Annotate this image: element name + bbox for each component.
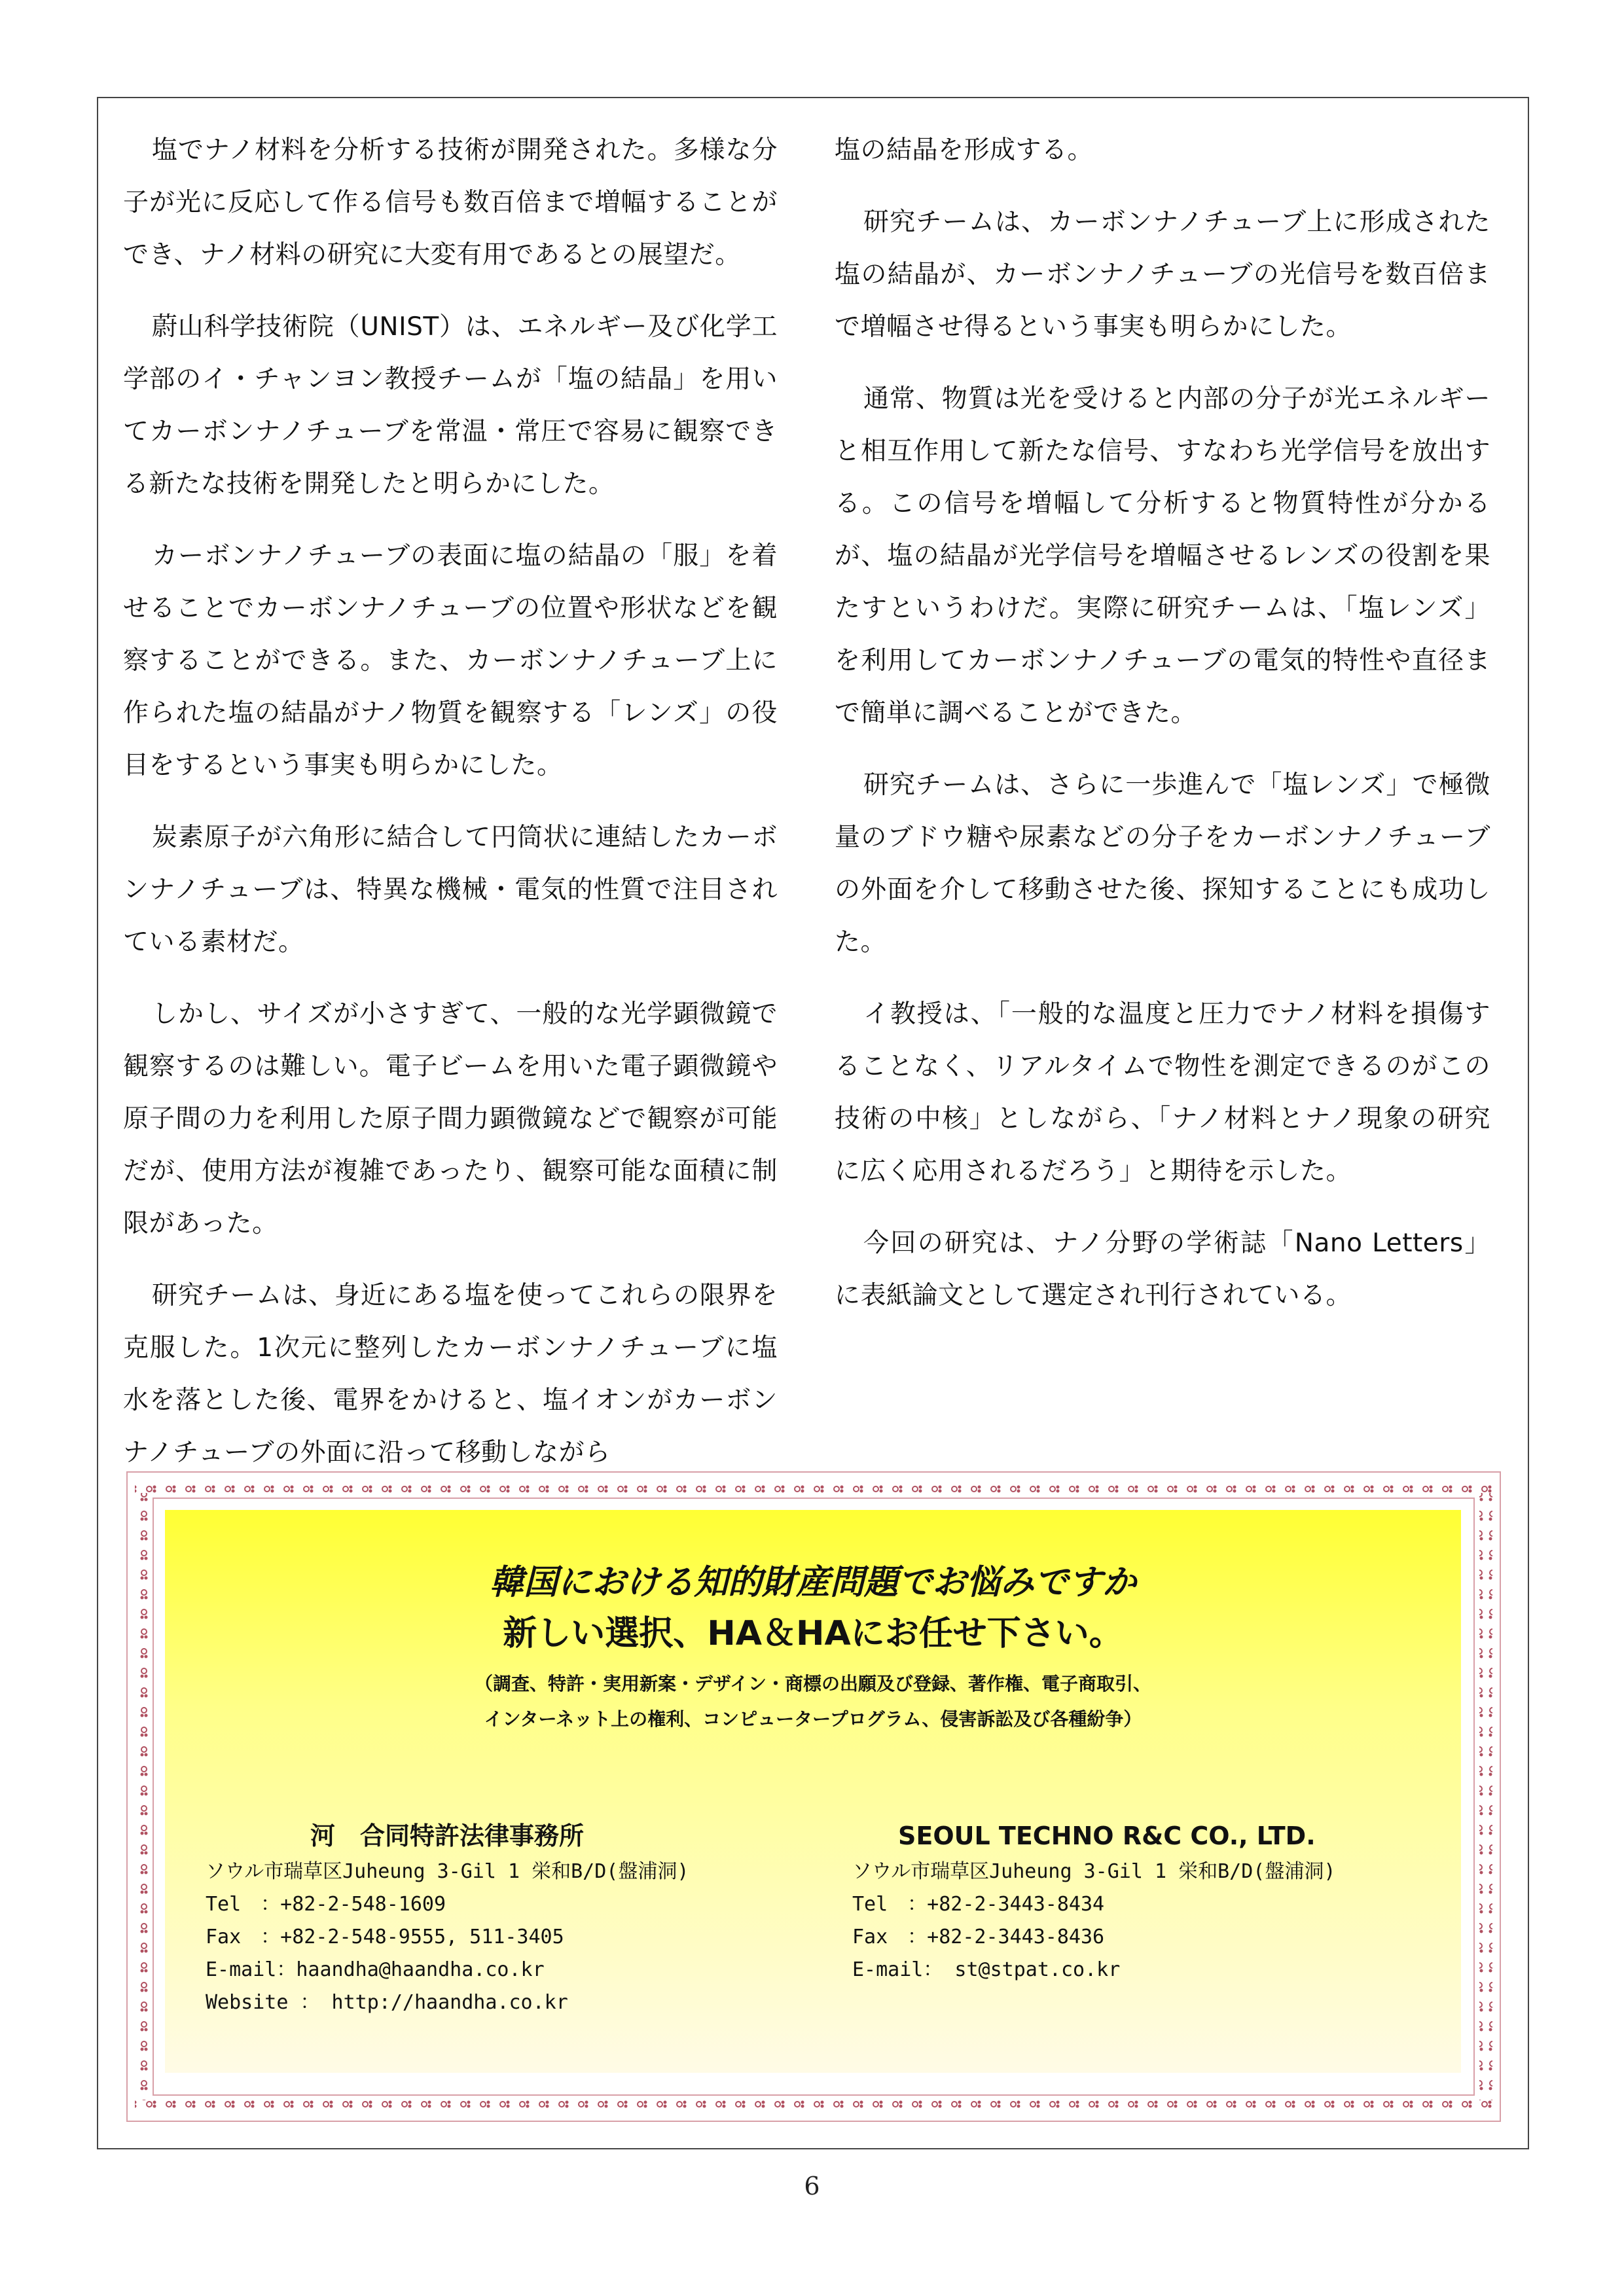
firm-website[interactable]: Website ： http://haandha.co.kr xyxy=(206,1991,568,2014)
page-frame xyxy=(97,97,1529,2149)
paragraph: 今回の研究は、ナノ分野の学術誌「Nano Letters」に表紙論文として選定され刊行されている。 xyxy=(835,1229,1490,1310)
article-right-column xyxy=(835,124,1490,1342)
paragraph: カーボンナノチューブの表面に塩の結晶の「服」を着せることでカーボンナノチューブの位置や形状などを観察することができる。また、カーボンナノチューブ上に作られた塩の結晶がナノ物質を観察する「レンズ」の役目をするという事実も明らかにした。 xyxy=(123,541,778,780)
paragraph: 研究チームは、カーボンナノチューブ上に形成された塩の結晶が、カーボンナノチューブの光信号を数百倍まで増幅させ得るという事実も明らかにした。 xyxy=(835,207,1490,342)
firm-name: 河 合同特許法律事務所 xyxy=(310,1821,585,1850)
advertisement-box xyxy=(124,1469,1503,2124)
ad-services-line: インターネット上の権利、コンピュータープログラム、侵害訴訟及び各種紛争） xyxy=(484,1708,1142,1730)
firm-fax: Fax ：+82-2-548-9555, 511-3405 xyxy=(206,1926,564,1948)
firm-address: ソウル市瑞草区Juheung 3-Gil 1 栄和B/D(盤浦洞) xyxy=(852,1860,1336,1883)
firm-address: ソウル市瑞草区Juheung 3-Gil 1 栄和B/D(盤浦洞) xyxy=(206,1860,689,1883)
firm-tel: Tel ：+82-2-548-1609 xyxy=(206,1893,446,1916)
firm-contact-seoul-techno xyxy=(852,1818,1335,1986)
paragraph: 研究チームは、身近にある塩を使ってこれらの限界を克服した。1次元に整列したカーボンナノチューブに塩水を落とした後、電界をかけると、塩イオンがカーボンナノチューブの外面に沿って移動しながら xyxy=(123,1281,778,1467)
article-left-column xyxy=(123,124,778,1499)
page-number: 6 xyxy=(804,2172,820,2200)
firm-tel: Tel ：+82-2-3443-8434 xyxy=(852,1893,1105,1916)
firm-name: SEOUL TECHNO R&C CO., LTD. xyxy=(898,1821,1316,1850)
paragraph-continuation: 塩の結晶を形成する。 xyxy=(835,135,1094,165)
advertisement-panel xyxy=(165,1510,1461,2073)
firm-contact-haandha xyxy=(206,1818,689,2019)
paragraph: 研究チームは、さらに一歩進んで「塩レンズ」で極微量のブドウ糖や尿素などの分子をカーボンナノチューブの外面を介して移動させた後、探知することにも成功した。 xyxy=(835,770,1490,957)
paragraph: 蔚山科学技術院（UNIST）は、エネルギー及び化学工学部のイ・チャンヨン教授チームが「塩の結晶」を用いてカーボンナノチューブを常温・常圧で容易に観察できる新たな技術を開発したと明らかにした。 xyxy=(123,312,778,499)
ad-services-line: （調査、特許・実用新案・デザイン・商標の出願及び登録、著作権、電子商取引、 xyxy=(474,1673,1152,1695)
paragraph: 塩でナノ材料を分析する技術が開発された。多様な分子が光に反応して作る信号も数百倍まで増幅することができ、ナノ材料の研究に大変有用であるとの展望だ。 xyxy=(123,135,778,270)
firm-email[interactable]: E-mail： st@stpat.co.kr xyxy=(852,1958,1121,1981)
paragraph: イ教授は、「一般的な温度と圧力でナノ材料を損傷することなく、リアルタイムで物性を測定できるのがこの技術の中核」としながら、「ナノ材料とナノ現象の研究に広く応用されるだろう」と期待を示した。 xyxy=(835,999,1490,1186)
ad-headline: 韓国における知的財産問題でお悩みですか xyxy=(489,1563,1136,1602)
ad-tagline: 新しい選択、HA＆HAにお任せ下さい。 xyxy=(503,1614,1123,1653)
firm-fax: Fax ：+82-2-3443-8436 xyxy=(852,1926,1105,1948)
paragraph: 通常、物質は光を受けると内部の分子が光エネルギーと相互作用して新たな信号、すなわち光学信号を放出する。この信号を増幅して分析すると物質特性が分かるが、塩の結晶が光学信号を増幅させるレンズの役割を果たすというわけだ。実際に研究チームは、「塩レンズ」を利用してカーボンナノチューブの電気的特性や直径まで簡単に調べることができた。 xyxy=(835,384,1490,728)
firm-email[interactable]: E-mail：haandha@haandha.co.kr xyxy=(206,1958,545,1981)
paragraph: 炭素原子が六角形に結合して円筒状に連結したカーボンナノチューブは、特異な機械・電気的性質で注目されている素材だ。 xyxy=(123,823,778,957)
paragraph: しかし、サイズが小さすぎて、一般的な光学顕微鏡で観察するのは難しい。電子ビームを用いた電子顕微鏡や原子間の力を利用した原子間力顕微鏡などで観察が可能だが、使用方法が複雑であったり、観察可能な面積に制限があった。 xyxy=(123,999,778,1238)
